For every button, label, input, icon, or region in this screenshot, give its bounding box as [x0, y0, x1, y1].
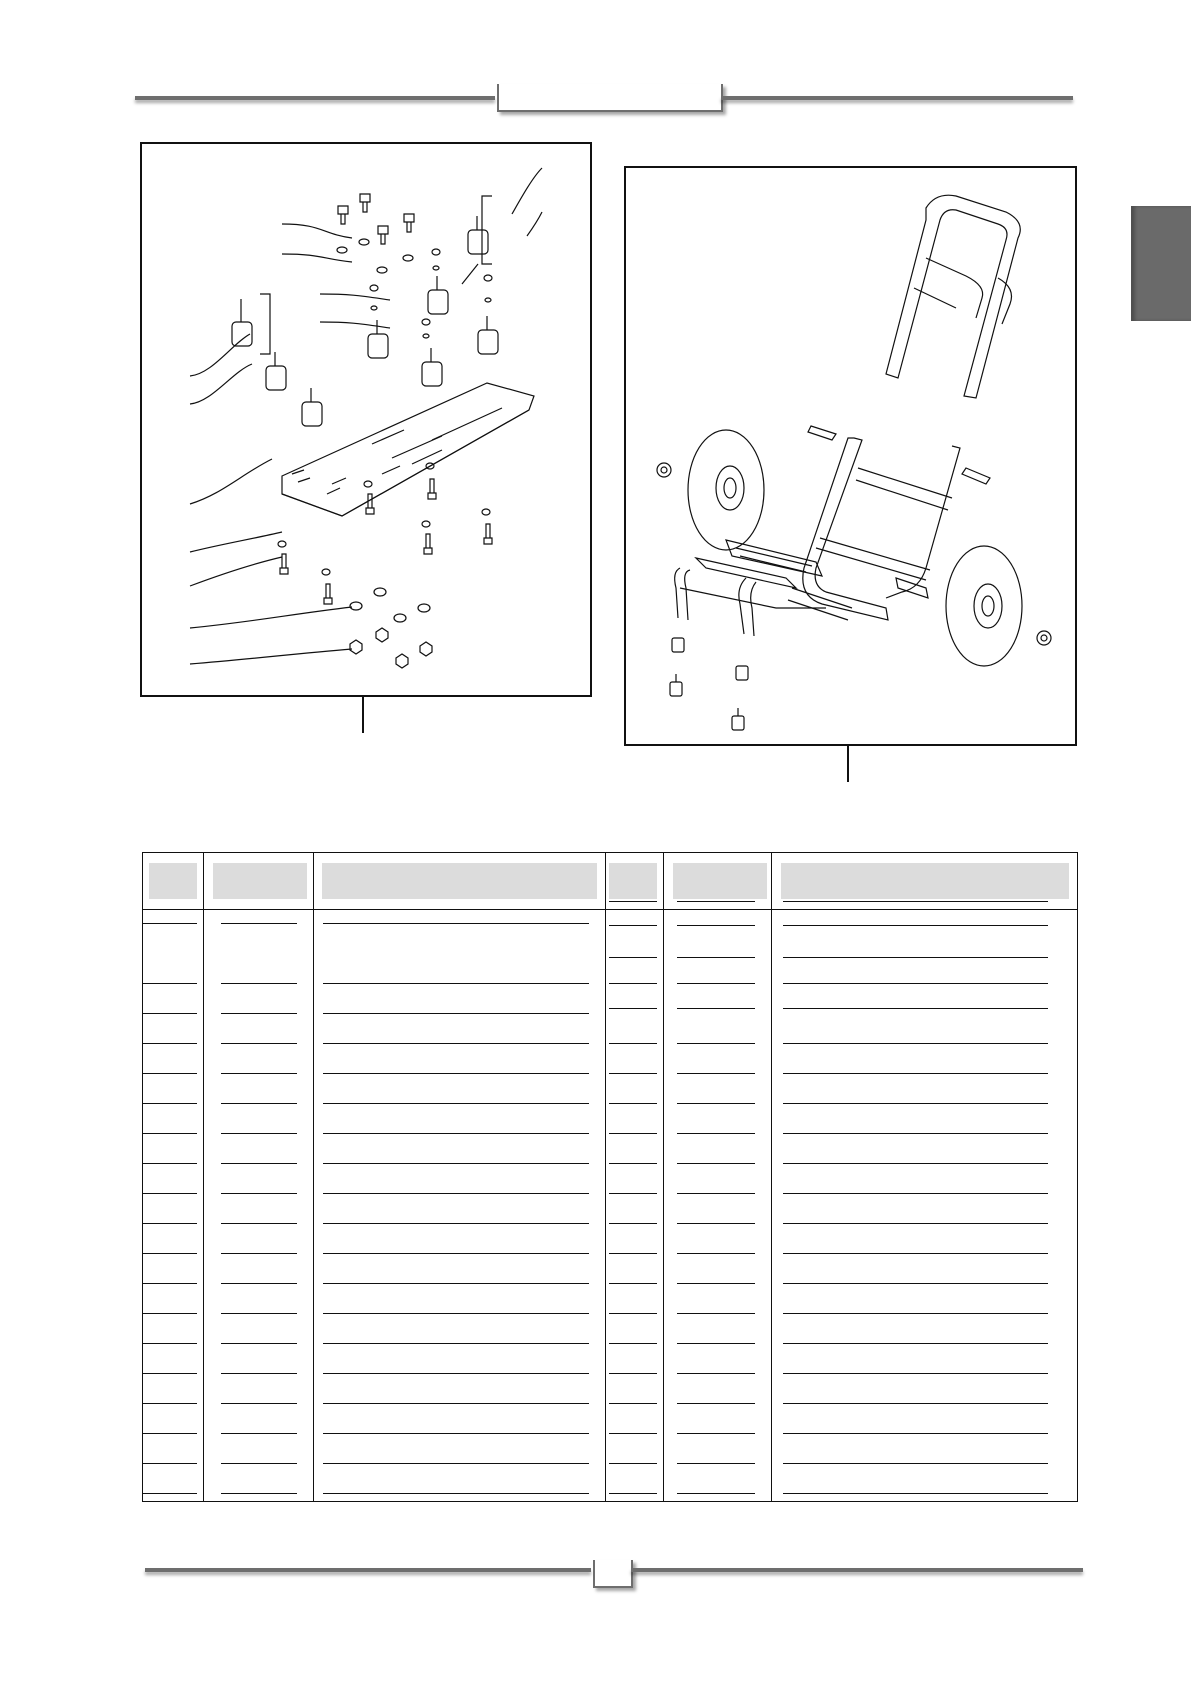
- table-row-rule-right-4-2: [783, 1008, 1048, 1009]
- table-row-rule-left-2-2: [323, 1013, 589, 1014]
- table-row-rule-left-18-0: [143, 1493, 197, 1494]
- table-row-rule-left-11-2: [323, 1283, 589, 1284]
- table-row-rule-left-3-1: [221, 1043, 297, 1044]
- table-row-rule-left-6-2: [323, 1133, 589, 1134]
- table-row-rule-right-0-2: [783, 901, 1048, 902]
- table-row-rule-right-8-2: [783, 1133, 1048, 1134]
- table-row-rule-right-0-0: [609, 901, 657, 902]
- table-row-rule-right-3-2: [783, 983, 1048, 984]
- table-row-rule-right-3-1: [677, 983, 755, 984]
- table-row-rule-left-10-0: [143, 1253, 197, 1254]
- table-row-rule-right-9-1: [677, 1163, 755, 1164]
- table-row-rule-left-4-2: [323, 1073, 589, 1074]
- table-row-rule-left-6-0: [143, 1133, 197, 1134]
- footer-page-tab: [593, 1560, 633, 1588]
- col-divider-5: [771, 853, 772, 1501]
- table-row-rule-left-18-2: [323, 1493, 589, 1494]
- table-row-rule-left-11-0: [143, 1283, 197, 1284]
- header-title-tab: [497, 84, 723, 112]
- table-row-rule-right-15-1: [677, 1343, 755, 1344]
- table-row-rule-left-16-0: [143, 1433, 197, 1434]
- table-row-rule-right-1-2: [783, 925, 1048, 926]
- table-row-rule-left-15-0: [143, 1403, 197, 1404]
- table-row-rule-left-9-1: [221, 1223, 297, 1224]
- table-row-rule-left-18-1: [221, 1493, 297, 1494]
- table-row-rule-right-14-0: [609, 1313, 657, 1314]
- table-row-rule-right-15-2: [783, 1343, 1048, 1344]
- table-row-rule-left-1-1: [221, 983, 297, 984]
- footer-rule-left: [145, 1568, 591, 1572]
- col-divider-4: [663, 853, 664, 1501]
- table-row-rule-right-18-2: [783, 1433, 1048, 1434]
- table-row-rule-left-9-0: [143, 1223, 197, 1224]
- table-row-rule-right-10-2: [783, 1193, 1048, 1194]
- table-row-rule-right-19-0: [609, 1463, 657, 1464]
- table-row-rule-left-12-1: [221, 1313, 297, 1314]
- table-row-rule-left-5-0: [143, 1103, 197, 1104]
- table-row-rule-right-13-0: [609, 1283, 657, 1284]
- table-row-rule-left-8-2: [323, 1193, 589, 1194]
- table-row-rule-left-17-1: [221, 1463, 297, 1464]
- table-row-rule-left-9-2: [323, 1223, 589, 1224]
- table-row-rule-left-16-2: [323, 1433, 589, 1434]
- table-row-rule-left-14-1: [221, 1373, 297, 1374]
- plate-mount-drawing: [142, 144, 590, 695]
- table-row-rule-right-2-0: [609, 957, 657, 958]
- table-row-rule-right-20-0: [609, 1493, 657, 1494]
- cart-frame-figure-leader: [847, 744, 849, 782]
- table-row-rule-left-2-1: [221, 1013, 297, 1014]
- table-row-rule-left-0-0: [143, 923, 197, 924]
- table-row-rule-right-4-0: [609, 1008, 657, 1009]
- table-row-rule-right-8-1: [677, 1133, 755, 1134]
- table-row-rule-left-13-1: [221, 1343, 297, 1344]
- table-row-rule-left-17-0: [143, 1463, 197, 1464]
- table-row-rule-right-4-1: [677, 1008, 755, 1009]
- table-row-rule-right-11-0: [609, 1223, 657, 1224]
- table-row-rule-right-6-2: [783, 1073, 1048, 1074]
- table-row-rule-right-15-0: [609, 1343, 657, 1344]
- table-row-rule-left-7-2: [323, 1163, 589, 1164]
- table-row-rule-left-14-0: [143, 1373, 197, 1374]
- table-row-rule-left-3-2: [323, 1043, 589, 1044]
- table-row-rule-right-14-1: [677, 1313, 755, 1314]
- table-row-rule-right-16-0: [609, 1373, 657, 1374]
- table-row-rule-left-13-2: [323, 1343, 589, 1344]
- table-row-rule-left-6-1: [221, 1133, 297, 1134]
- table-row-rule-right-20-2: [783, 1493, 1048, 1494]
- table-row-rule-right-9-0: [609, 1163, 657, 1164]
- table-row-rule-left-7-0: [143, 1163, 197, 1164]
- table-row-rule-right-17-1: [677, 1403, 755, 1404]
- table-row-rule-left-12-0: [143, 1313, 197, 1314]
- table-row-rule-left-5-2: [323, 1103, 589, 1104]
- table-row-rule-right-7-0: [609, 1103, 657, 1104]
- col-header-code-right: [673, 863, 767, 899]
- section-side-tab: [1131, 206, 1191, 321]
- table-row-rule-right-17-0: [609, 1403, 657, 1404]
- table-row-rule-right-20-1: [677, 1493, 755, 1494]
- table-row-rule-right-19-1: [677, 1463, 755, 1464]
- table-row-rule-left-8-0: [143, 1193, 197, 1194]
- col-header-description-right: [781, 863, 1069, 899]
- table-row-rule-left-11-1: [221, 1283, 297, 1284]
- table-row-rule-right-14-2: [783, 1313, 1048, 1314]
- table-row-rule-left-5-1: [221, 1103, 297, 1104]
- table-row-rule-left-10-1: [221, 1253, 297, 1254]
- plate-mount-figure: [140, 142, 592, 697]
- table-row-rule-right-10-0: [609, 1193, 657, 1194]
- cart-frame-figure: [624, 166, 1077, 746]
- table-row-rule-left-7-1: [221, 1163, 297, 1164]
- table-row-rule-right-7-2: [783, 1103, 1048, 1104]
- footer-rule-right: [631, 1568, 1083, 1572]
- table-row-rule-left-0-1: [221, 923, 297, 924]
- col-header-ref-left: [149, 863, 197, 899]
- table-row-rule-right-13-1: [677, 1283, 755, 1284]
- table-row-rule-right-12-0: [609, 1253, 657, 1254]
- table-row-rule-right-10-1: [677, 1193, 755, 1194]
- table-row-rule-left-17-2: [323, 1463, 589, 1464]
- table-row-rule-left-3-0: [143, 1043, 197, 1044]
- table-row-rule-left-15-2: [323, 1403, 589, 1404]
- table-row-rule-right-6-0: [609, 1073, 657, 1074]
- table-row-rule-right-18-0: [609, 1433, 657, 1434]
- table-row-rule-left-1-2: [323, 983, 589, 984]
- table-row-rule-left-14-2: [323, 1373, 589, 1374]
- table-row-rule-right-13-2: [783, 1283, 1048, 1284]
- table-row-rule-left-13-0: [143, 1343, 197, 1344]
- table-row-rule-right-19-2: [783, 1463, 1048, 1464]
- col-divider-1: [203, 853, 204, 1501]
- col-divider-3: [605, 853, 606, 1501]
- table-row-rule-left-16-1: [221, 1433, 297, 1434]
- table-row-rule-right-11-2: [783, 1223, 1048, 1224]
- col-divider-2: [313, 853, 314, 1501]
- table-row-rule-right-2-1: [677, 957, 755, 958]
- table-row-rule-right-8-0: [609, 1133, 657, 1134]
- table-row-rule-right-16-1: [677, 1373, 755, 1374]
- table-row-rule-left-0-2: [323, 923, 589, 924]
- table-row-rule-right-1-0: [609, 925, 657, 926]
- table-row-rule-right-16-2: [783, 1373, 1048, 1374]
- table-row-rule-left-10-2: [323, 1253, 589, 1254]
- table-row-rule-left-4-1: [221, 1073, 297, 1074]
- header-rule-left: [135, 96, 495, 100]
- header-divider: [143, 909, 1077, 910]
- table-row-rule-right-5-2: [783, 1043, 1048, 1044]
- table-row-rule-right-5-1: [677, 1043, 755, 1044]
- table-row-rule-left-12-2: [323, 1313, 589, 1314]
- table-row-rule-right-2-2: [783, 957, 1048, 958]
- table-row-rule-left-4-0: [143, 1073, 197, 1074]
- table-row-rule-right-9-2: [783, 1163, 1048, 1164]
- cart-frame-drawing: [626, 168, 1075, 744]
- table-row-rule-right-12-2: [783, 1253, 1048, 1254]
- table-row-rule-right-6-1: [677, 1073, 755, 1074]
- table-row-rule-left-15-1: [221, 1403, 297, 1404]
- parts-table: [142, 852, 1078, 1502]
- table-row-rule-right-5-0: [609, 1043, 657, 1044]
- table-row-rule-left-8-1: [221, 1193, 297, 1194]
- table-row-rule-left-1-0: [143, 983, 197, 984]
- table-row-rule-right-17-2: [783, 1403, 1048, 1404]
- table-row-rule-right-7-1: [677, 1103, 755, 1104]
- header-rule-right: [721, 96, 1073, 100]
- table-row-rule-right-11-1: [677, 1223, 755, 1224]
- table-row-rule-right-12-1: [677, 1253, 755, 1254]
- table-row-rule-right-18-1: [677, 1433, 755, 1434]
- col-header-code-left: [213, 863, 307, 899]
- table-row-rule-right-0-1: [677, 901, 755, 902]
- col-header-description-left: [322, 863, 597, 899]
- table-row-rule-right-1-1: [677, 925, 755, 926]
- col-header-ref-right: [609, 863, 657, 899]
- table-row-rule-left-2-0: [143, 1013, 197, 1014]
- table-row-rule-right-3-0: [609, 983, 657, 984]
- plate-mount-figure-leader: [362, 695, 364, 733]
